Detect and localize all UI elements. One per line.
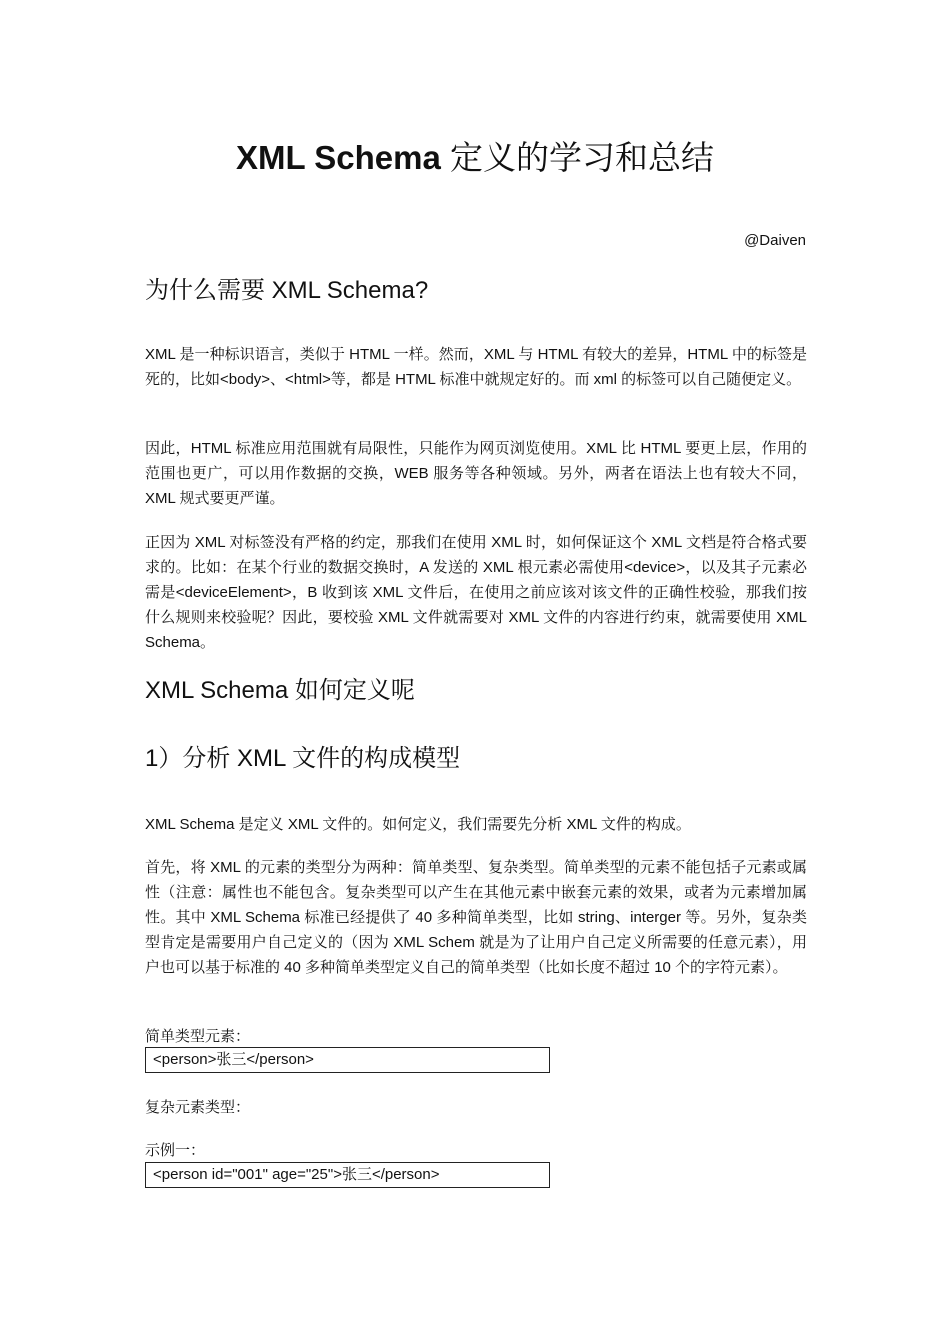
title-english: XML Schema [236, 139, 441, 176]
paragraph-why-3: 正因为 XML 对标签没有严格的约定，那我们在使用 XML 时，如何保证这个 XML 文档是符合格式要求的。比如：在某个行业的数据交换时，A 发送的 XML 根元素必需使用<device>，以及其子元素必需是<deviceElement>，B 收到该 XML 文件后，在使用之前应该对该文件的正确性校验，那我们按什么规则来校验呢？因此，要校验 XML 文件就需要对 XML 文件的内容进行约束，就需要使用 XML Schema。 [145, 534, 807, 651]
heading-step1: 1）分析 XML 文件的构成模型 [145, 745, 461, 772]
label-example-1: 示例一： [145, 1142, 206, 1159]
author-name: @Daiven [744, 232, 806, 249]
heading-why-xml-schema: 为什么需要 XML Schema? [145, 277, 429, 304]
document-title [0, 136, 950, 180]
label-complex-type: 复杂元素类型： [145, 1099, 251, 1116]
title-chinese: 定义的学习和总结 [440, 139, 714, 176]
heading-how-define: XML Schema 如何定义呢 [145, 677, 415, 704]
paragraph-why-2: 因此，HTML 标准应用范围就有局限性，只能作为网页浏览使用。XML 比 HTML 要更上层，作用的范围也更广，可以用作数据的交换，WEB 服务等各种领域。另外，两者在语法上也有较大不同，XML 规式要更严谨。 [145, 440, 807, 507]
paragraph-step1-2: 首先，将 XML 的元素的类型分为两种：简单类型、复杂类型。简单类型的元素不能包括子元素或属性（注意：属性也不能包含。复杂类型可以产生在其他元素中嵌套元素的效果，或者为元素增加属性。其中 XML Schema 标准已经提供了 40 多种简单类型，比如 string、interger 等。另外，复杂类型肯定是需要用户自己定义的（因为 XML Schem 就是为了让用户自己定义所需要的任意元素），用户也可以基于标准的 40 多种简单类型定义自己的简单类型（比如长度不超过 10 个的字符元素）。 [145, 859, 807, 976]
label-simple-type: 简单类型元素： [145, 1028, 251, 1045]
paragraph-why-1: XML 是一种标识语言，类似于 HTML 一样。然而，XML 与 HTML 有较大的差异，HTML 中的标签是死的，比如<body>、<html>等，都是 HTML 标准中就规定好的。而 xml 的标签可以自己随便定义。 [145, 346, 807, 388]
code-box-simple: <person>张三</person> [145, 1047, 550, 1073]
code-box-example-1: <person id="001" age="25">张三</person> [145, 1162, 550, 1188]
paragraph-step1-1: XML Schema 是定义 XML 文件的。如何定义，我们需要先分析 XML 文件的构成。 [145, 816, 691, 833]
